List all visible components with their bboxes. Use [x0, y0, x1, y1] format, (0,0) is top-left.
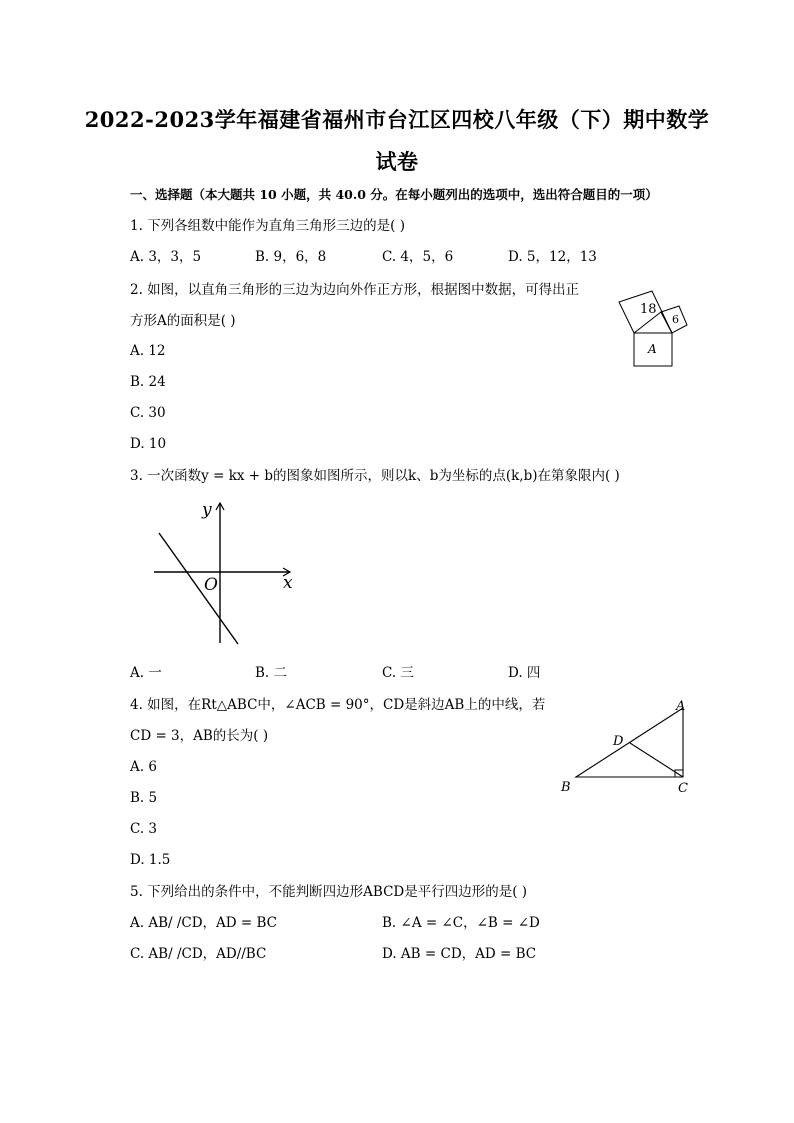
- title-line-1: 2022-2023学年福建省福州市台江区四校八年级（下）期中数学: [84, 107, 710, 132]
- q2-option-b: B. 24: [130, 374, 166, 390]
- function-line: [159, 533, 238, 644]
- q3-line-graph: [150, 497, 300, 647]
- label-18: 18: [640, 302, 657, 317]
- q3-option-d: D. 四: [508, 665, 541, 681]
- question-4-stem-line-2: CD = 3，AB的长为( ): [130, 728, 269, 744]
- q2-option-d: D. 10: [130, 436, 167, 452]
- label-d: D: [613, 734, 624, 749]
- q2-option-a: A. 12: [130, 343, 166, 359]
- question-2-stem-line-1: 2. 如图，以直角三角形的三边为边向外作正方形，根据图中数据，可得出正: [130, 282, 580, 298]
- q2-option-c: C. 30: [130, 405, 166, 421]
- q5-option-a: A. AB/ /CD，AD = BC: [130, 915, 278, 931]
- q4-triangle-figure: [556, 696, 696, 798]
- question-2-stem-line-2: 方形A的面积是( ): [130, 313, 236, 329]
- title-line-2: 试卷: [375, 149, 419, 174]
- y-label: y: [202, 500, 212, 520]
- q3-option-c: C. 三: [382, 665, 414, 681]
- q2-squares-figure: [612, 288, 694, 372]
- q5-option-d: D. AB = CD，AD = BC: [382, 946, 537, 962]
- q1-option-b: B. 9，6，8: [255, 249, 327, 265]
- q5-option-b: B. ∠A = ∠C，∠B = ∠D: [382, 915, 540, 931]
- label-a: A: [676, 699, 686, 714]
- q4-option-c: C. 3: [130, 821, 158, 837]
- label-b: B: [561, 780, 571, 795]
- question-4-stem-line-1: 4. 如图，在Rt△ABC中，∠ACB = 90°，CD是斜边AB上的中线，若: [130, 697, 546, 713]
- question-5-stem: 5. 下列给出的条件中，不能判断四边形ABCD是平行四边形的是( ): [130, 884, 528, 900]
- label-a: A: [648, 342, 657, 356]
- question-1-stem: 1. 下列各组数中能作为直角三角形三边的是( ): [130, 218, 405, 234]
- label-6: 6: [672, 313, 679, 326]
- section-header: 一、选择题（本大题共 10 小题，共 40.0 分。在每小题列出的选项中，选出符合题目的一项）: [130, 187, 658, 202]
- q3-option-a: A. 一: [130, 665, 162, 681]
- q4-option-d: D. 1.5: [130, 852, 171, 868]
- q4-option-a: A. 6: [130, 759, 157, 775]
- q4-option-b: B. 5: [130, 790, 158, 806]
- label-c: C: [678, 781, 688, 796]
- q1-option-d: D. 5，12，13: [508, 249, 597, 265]
- x-label: x: [283, 573, 293, 593]
- origin-label: O: [204, 575, 218, 595]
- q5-option-c: C. AB/ /CD，AD//BC: [130, 946, 267, 962]
- q1-option-a: A. 3，3，5: [130, 249, 202, 265]
- question-3-stem: 3. 一次函数y = kx + b的图象如图所示，则以k、b为坐标的点(k,b)在第象限内( ): [130, 468, 620, 484]
- q1-option-c: C. 4，5，6: [382, 249, 454, 265]
- q3-option-b: B. 二: [255, 665, 288, 681]
